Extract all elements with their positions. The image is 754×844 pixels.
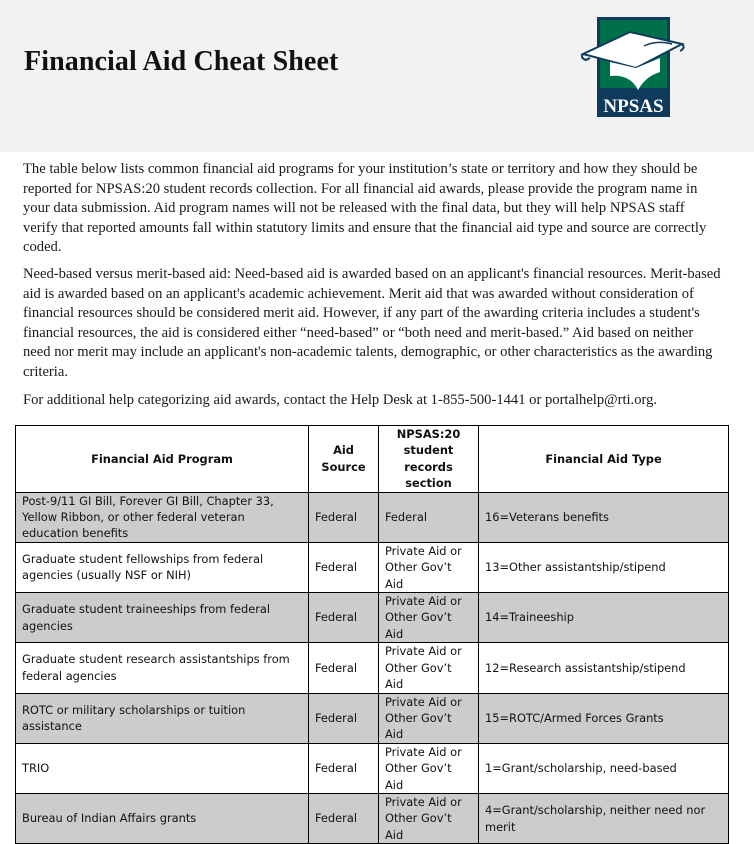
page-title: Financial Aid Cheat Sheet [24, 46, 339, 77]
header-program: Financial Aid Program [16, 426, 309, 493]
cell-type: 15=ROTC/Armed Forces Grants [479, 693, 729, 743]
header-band [0, 0, 754, 152]
cell-program: Graduate student fellowships from federal agencies (usually NSF or NIH) [16, 542, 309, 592]
intro-paragraph: The table below lists common financial aid programs for your institution’s state or territory and how they should be reported for NPSAS:20 student records collection. For all financial aid awards, please provide the program name in your data submission. Aid program names will not be released with the final data, but they will help NPSAS staff verify that reported amounts fall within statutory limits and ensure that the financial aid type and source are correctly coded. [23, 161, 707, 256]
cell-source: Federal [309, 593, 379, 643]
cell-source: Federal [309, 492, 379, 542]
cell-section: Private Aid or Other Gov’t Aid [379, 693, 479, 743]
cell-source: Federal [309, 542, 379, 592]
header-source: Aid Source [309, 426, 379, 493]
cell-program: Graduate student traineeships from federal agencies [16, 593, 309, 643]
cell-program: TRIO [16, 743, 309, 793]
cell-program: Bureau of Indian Affairs grants [16, 793, 309, 843]
cell-type: 4=Grant/scholarship, neither need nor merit [479, 793, 729, 843]
header-section: NPSAS:20 student records section [379, 426, 479, 493]
cell-type: 13=Other assistantship/stipend [479, 542, 729, 592]
cell-source: Federal [309, 793, 379, 843]
cell-section: Private Aid or Other Gov’t Aid [379, 593, 479, 643]
cell-type: 12=Research assistantship/stipend [479, 643, 729, 693]
npsas-logo [580, 16, 686, 118]
cell-source: Federal [309, 743, 379, 793]
financial-aid-table [15, 425, 729, 844]
cell-section: Private Aid or Other Gov’t Aid [379, 743, 479, 793]
cell-section: Private Aid or Other Gov’t Aid [379, 643, 479, 693]
cell-program: ROTC or military scholarships or tuition assistance [16, 693, 309, 743]
table-row [16, 793, 729, 843]
cell-section: Private Aid or Other Gov’t Aid [379, 542, 479, 592]
cell-section: Federal [379, 492, 479, 542]
cell-type: 14=Traineeship [479, 593, 729, 643]
table-row [16, 593, 729, 643]
intro-text [23, 160, 723, 417]
table-row [16, 693, 729, 743]
table-header-row [16, 426, 729, 493]
table-row [16, 743, 729, 793]
cell-program: Graduate student research assistantships from federal agencies [16, 643, 309, 693]
need-merit-paragraph: Need-based versus merit-based aid: Need-based aid is awarded based on an applicant's financial resources. Merit-based aid is awarded based on an applicant's academic achievement. Merit aid that was awarded without consideration of financial resources should be considered merit aid. However, if any part of the awarding criteria includes a student's financial resources, the aid is considered either “need-based” or “both need and merit-based.” Aid based on neither need nor merit may include an applicant's non-academic talents, demographic, or other characteristics as the awarding criteria. [23, 265, 721, 380]
cell-section: Private Aid or Other Gov’t Aid [379, 793, 479, 843]
table-row [16, 643, 729, 693]
logo-text: NPSAS [603, 96, 664, 117]
table-row [16, 492, 729, 542]
cell-source: Federal [309, 643, 379, 693]
header-type: Financial Aid Type [479, 426, 729, 493]
cell-source: Federal [309, 693, 379, 743]
cell-type: 1=Grant/scholarship, need-based [479, 743, 729, 793]
table-row [16, 542, 729, 592]
cell-type: 16=Veterans benefits [479, 492, 729, 542]
help-desk-paragraph: For additional help categorizing aid awards, contact the Help Desk at 1-855-500-1441 or portalhelp@rti.org. [23, 391, 658, 408]
cell-program: Post-9/11 GI Bill, Forever GI Bill, Chapter 33, Yellow Ribbon, or other federal veteran education benefits [16, 492, 309, 542]
